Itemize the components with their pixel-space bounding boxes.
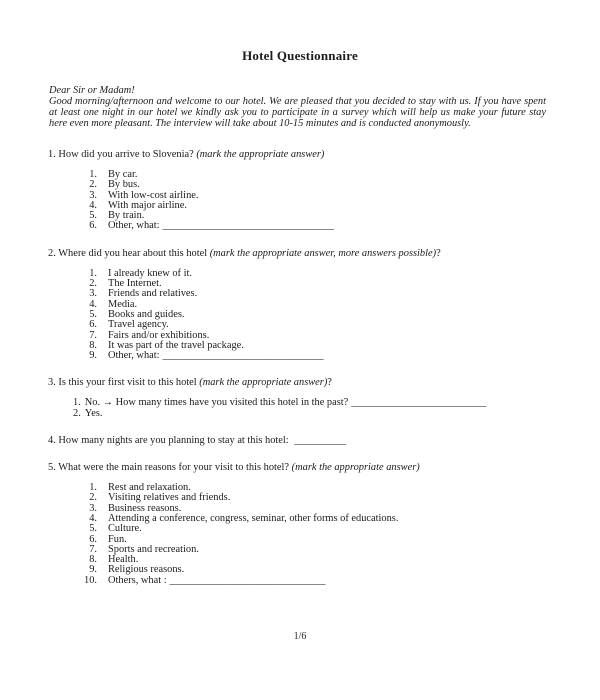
option-label: Health. (108, 554, 139, 566)
option-number: 4. (89, 298, 97, 310)
option-number: 6. (89, 220, 97, 232)
option-number: 2. (89, 278, 97, 290)
question-heading (48, 149, 546, 160)
question-heading (48, 377, 546, 388)
options-list (73, 398, 546, 419)
question-text-tail: ? (436, 247, 441, 259)
option-label: Culture. (108, 523, 142, 535)
option-label: Visiting relatives and friends. (108, 492, 231, 504)
option-number: 1. (89, 482, 97, 494)
question-note: (mark the appropriate answer) (199, 377, 328, 389)
option-label: Other, what: (108, 220, 160, 232)
page-title: Hotel Questionnaire (242, 48, 358, 63)
salutation: Dear Sir or Madam! (49, 85, 135, 96)
option-label: By train. (108, 210, 145, 222)
option-label: Rest and relaxation. (108, 482, 191, 494)
option-label: By bus. (108, 179, 140, 191)
option-item (77, 576, 546, 586)
option-number: 2. (89, 492, 97, 504)
option-item (77, 170, 546, 180)
option-number: 6. (89, 319, 97, 331)
question-text: 5. What were the main reasons for your visit to this hotel? (48, 462, 292, 474)
questions-container (48, 149, 546, 586)
blank-line: _______________________________ (162, 350, 324, 362)
option-label: Fun. (108, 533, 127, 545)
option-number: 9. (89, 350, 97, 362)
blank-line: __________ (294, 435, 347, 447)
option-number: 3. (89, 189, 97, 201)
option-number: 2. (89, 179, 97, 191)
option-item (73, 409, 546, 419)
option-label: I already knew of it. (108, 267, 192, 279)
option-label: Business reasons. (108, 502, 182, 514)
question-block (48, 377, 546, 419)
option-number: 10. (84, 574, 97, 586)
question-text: 2. Where did you hear about this hotel (48, 247, 210, 259)
option-label: It was part of the travel package. (108, 339, 244, 351)
intro-paragraph: Good morning/afternoon and welcome to our hotel. We are pleased that you decided to stay with us. If you have spent at least one night in our hotel we kindly ask you to participate in a survey which will help us make your future stay here even more pleasant. The interview will take about 10-15 minutes and is conducted anonymously. (49, 96, 546, 129)
option-number: 9. (89, 564, 97, 576)
blank-line: _________________________________ (162, 220, 334, 232)
option-label: Yes. (84, 407, 103, 419)
option-item (77, 514, 546, 524)
question-text: 3. Is this your first visit to this hotel (48, 377, 200, 389)
option-number: 8. (89, 339, 97, 351)
option-number: 5. (89, 210, 97, 222)
option-item (77, 201, 546, 211)
option-label: Friends and relatives. (108, 288, 198, 300)
question-block (48, 435, 546, 446)
option-item (77, 351, 546, 361)
option-label: Books and guides. (108, 308, 185, 320)
option-item (77, 221, 546, 231)
option-label: With low-cost airline. (108, 189, 199, 201)
options-list (77, 483, 546, 586)
option-number: 2. (73, 407, 81, 419)
option-number: 1. (89, 267, 97, 279)
option-number: 1. (73, 397, 81, 409)
option-label: By car. (108, 169, 138, 180)
option-number: 3. (89, 502, 97, 514)
option-label: Travel agency. (108, 319, 169, 331)
option-number: 5. (89, 308, 97, 320)
option-label: Others, what : (108, 574, 167, 586)
page-number: 1/6 (293, 631, 307, 642)
option-label: Other, what: (108, 350, 160, 362)
question-text: 1. How did you arrive to Slovenia? (48, 149, 197, 160)
option-number: 8. (89, 554, 97, 566)
option-number: 5. (89, 523, 97, 535)
question-block (48, 248, 546, 362)
option-label: Attending a conference, congress, seminar, other forms of educations. (108, 512, 399, 524)
question-note: (mark the appropriate answer) (291, 462, 420, 474)
question-block (48, 462, 546, 586)
option-label: With major airline. (108, 199, 187, 211)
option-item (77, 545, 546, 555)
option-label: No. → How many times have you visited this hotel in the past? (84, 397, 349, 409)
option-label: The Internet. (108, 278, 162, 290)
option-label: Fairs and/or exhibitions. (108, 329, 210, 341)
blank-line: ______________________________ (169, 574, 326, 586)
option-number: 3. (89, 288, 97, 300)
options-list (77, 269, 546, 362)
question-heading (48, 462, 546, 473)
question-text-tail: ? (327, 377, 332, 389)
option-item (77, 289, 546, 299)
options-list (77, 170, 546, 232)
option-label: Religious reasons. (108, 564, 185, 576)
option-number: 1. (89, 169, 97, 180)
option-number: 7. (89, 329, 97, 341)
option-number: 6. (89, 533, 97, 545)
option-item (77, 524, 546, 534)
question-note: (mark the appropriate answer, more answers possible) (209, 247, 437, 259)
intro (49, 85, 546, 129)
option-label: Media. (108, 298, 138, 310)
option-number: 4. (89, 199, 97, 211)
question-note: (mark the appropriate answer) (196, 149, 325, 160)
question-heading (48, 435, 546, 446)
option-number: 7. (89, 543, 97, 555)
option-item (73, 398, 546, 408)
question-block (48, 149, 546, 232)
question-text: 4. How many nights are you planning to stay at this hotel: (48, 435, 292, 447)
blank-line: __________________________ (351, 397, 487, 409)
question-heading (48, 248, 546, 259)
option-number: 4. (89, 512, 97, 524)
option-label: Sports and recreation. (108, 543, 199, 555)
